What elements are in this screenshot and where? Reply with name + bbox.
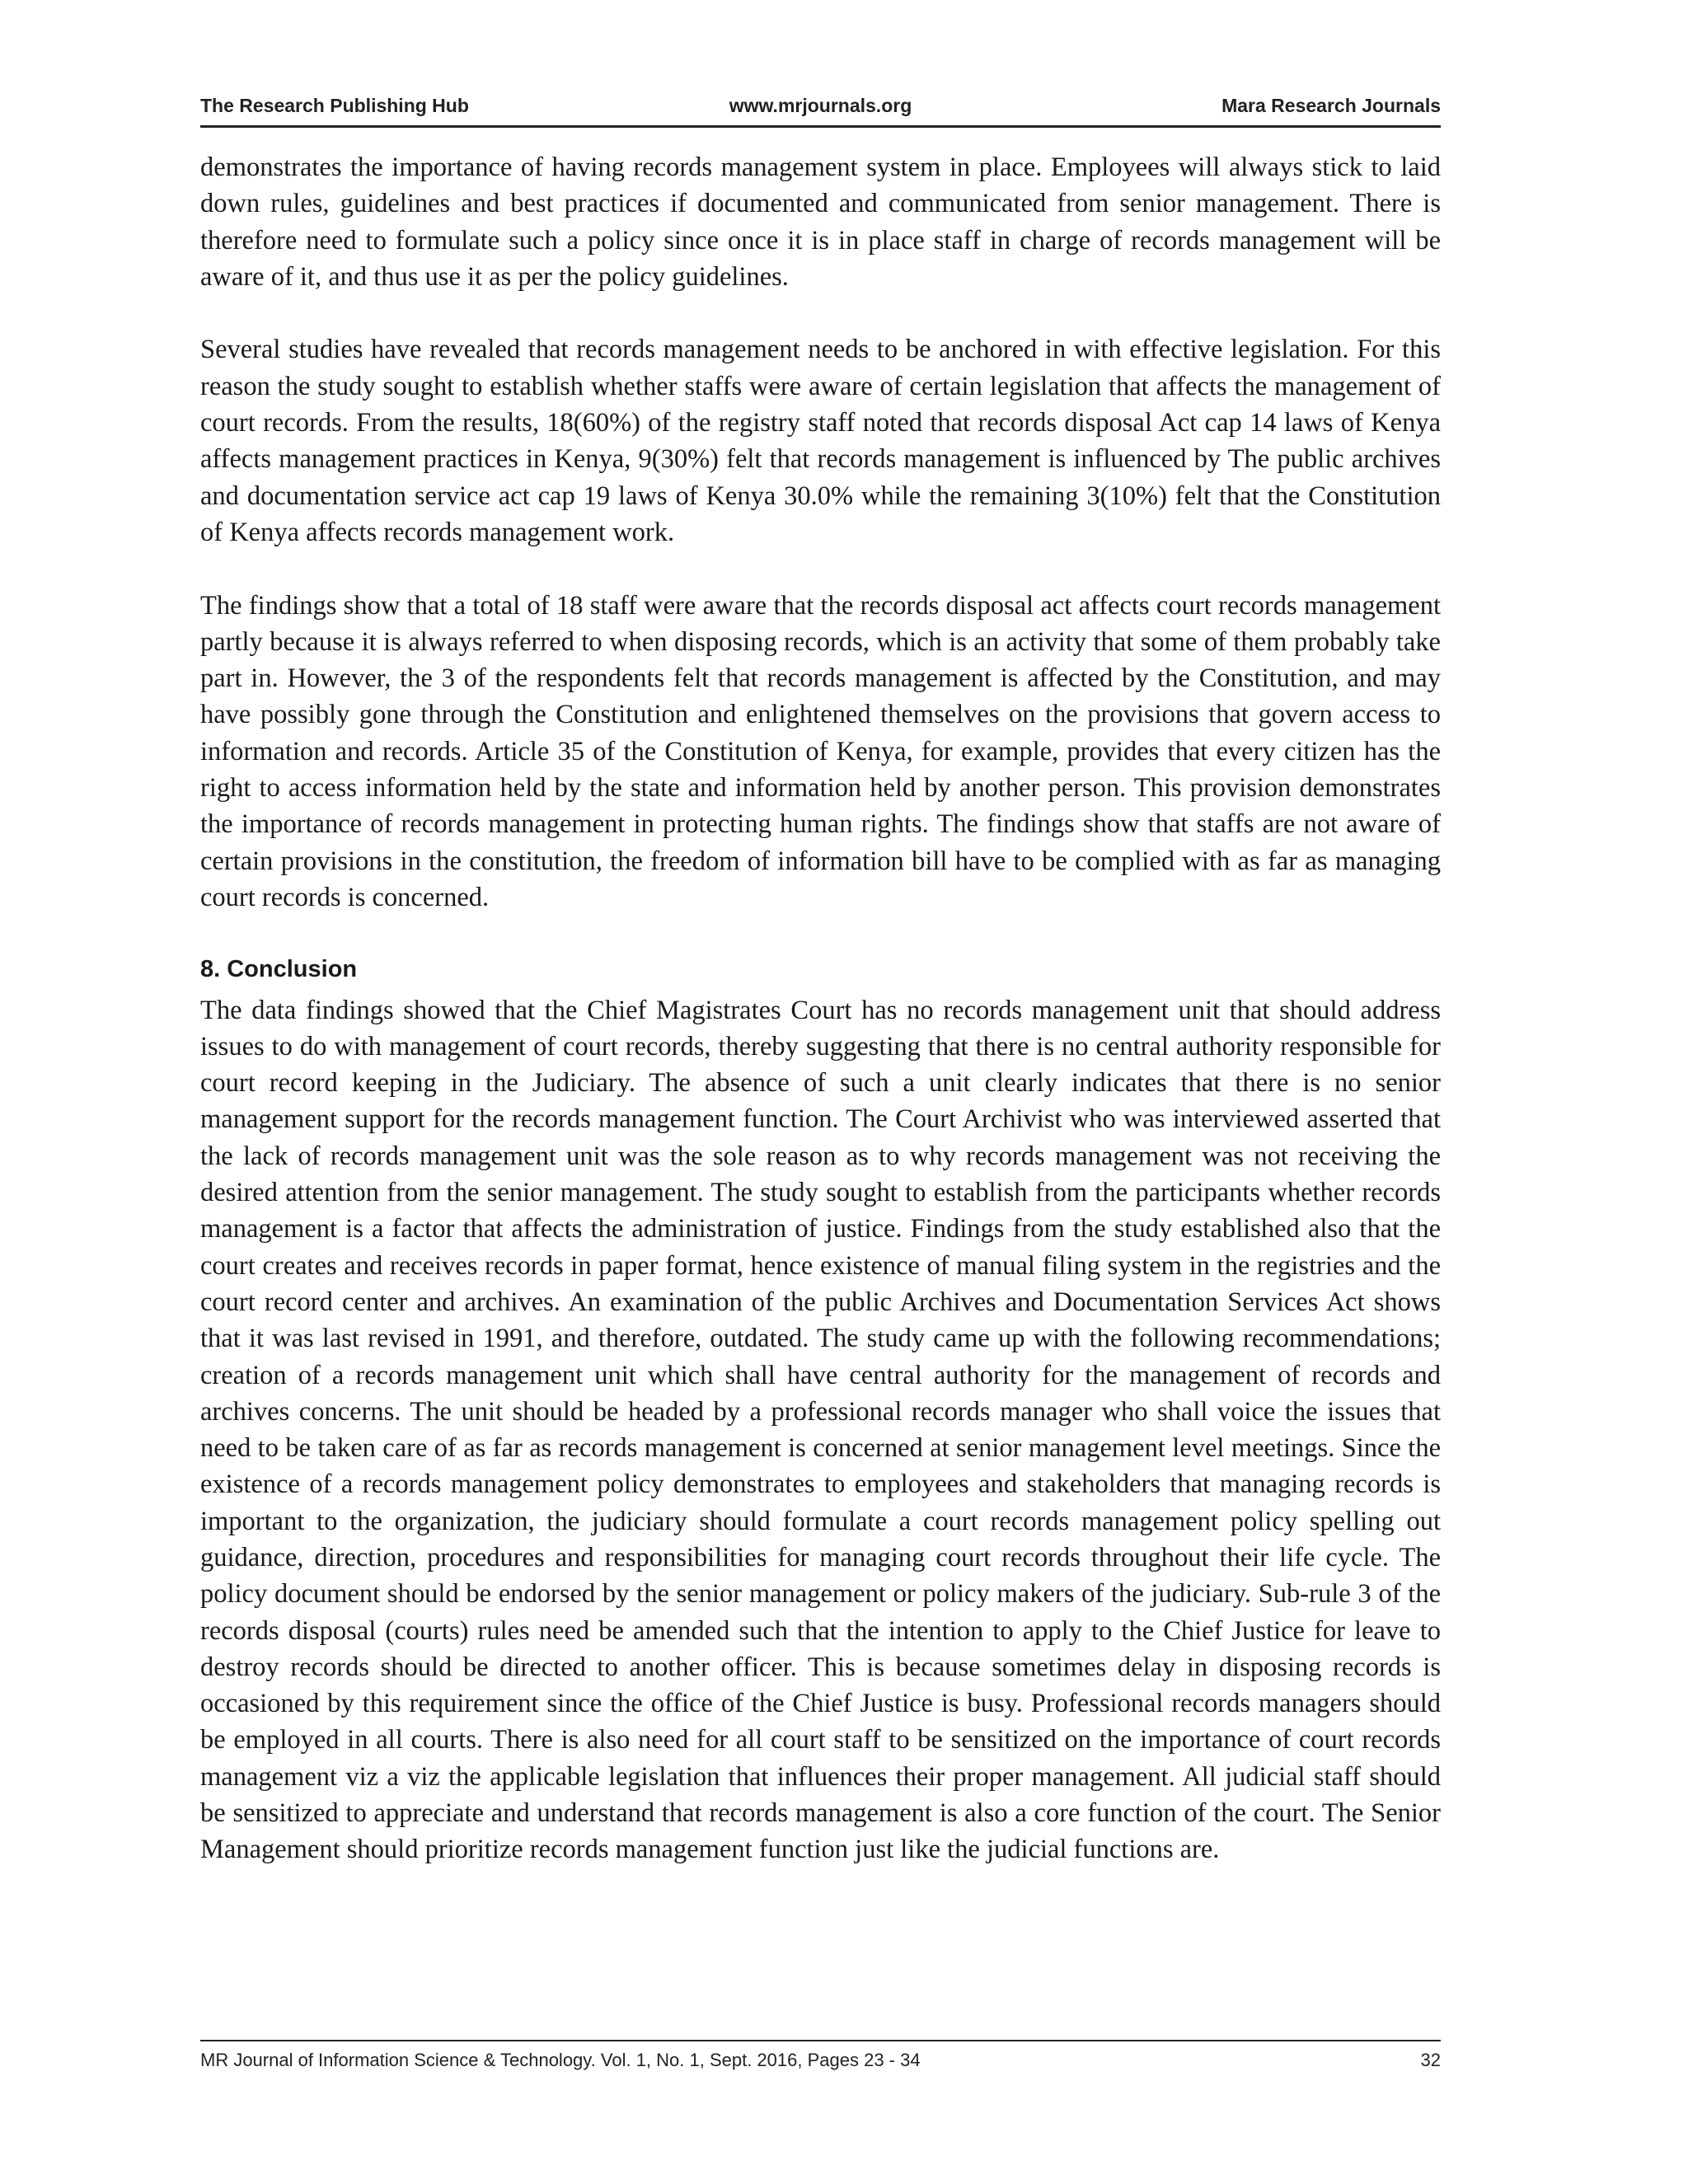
journal-website: www.mrjournals.org — [729, 95, 912, 116]
publisher-name: The Research Publishing Hub — [200, 95, 469, 116]
conclusion-heading: 8. Conclusion — [200, 955, 358, 982]
footer-divider — [200, 2040, 1441, 2041]
header-divider — [200, 125, 1441, 128]
journal-citation: MR Journal of Information Science & Technology. Vol. 1, No. 1, Sept. 2016, Pages 23 - 34 — [200, 2050, 921, 2070]
journal-group-name: Mara Research Journals — [1221, 95, 1441, 116]
conclusion-paragraph: The data findings showed that the Chief Magistrates Court has no records management unit that should address issues to do with management of court records, thereby suggesting that there is no central authority responsible for court record keeping in the Judiciary. The absence of such a unit clearly indicates that there is no senior management support for the records management function. The Court Archivist who was interviewed asserted that the lack of records management unit was the sole reason as to why records management was not receiving the desired attention from the senior management. The study sought to establish from the participants whether records management is a factor that affects the administration of justice. Findings from the study established also that the court creates and receives records in paper format, hence existence of manual filing system in the registries and the court record center and archives. An examination of the public Archives and Documentation Services Act shows that it was last revised in 1991, and therefore, outdated. The study came up with the following recommendations; creation of a records management unit which shall have central authority for the management of records and archives concerns. The unit should be headed by a professional records manager who shall voice the issues that need to be taken care of as far as records management is concerned at senior management level meetings. Since the existence of a records management policy demonstrates to employees and stakeholders that managing records is important to the organization, the judiciary should formulate a court records management policy spelling out guidance, direction, procedures and responsibilities for managing court records throughout their life cycle. The policy document should be endorsed by the senior management or policy makers of the judiciary. Sub-rule 3 of the records disposal (courts) rules need be amended such that the intention to apply to the Chief Justice for leave to destroy records should be directed to another officer. This is because sometimes delay in disposing records is occasioned by this requirement since the office of the Chief Justice is busy. Professional records managers should be employed in all courts. There is also need for all court staff to be sensitized on the importance of court records management viz a viz the applicable legislation that influences their proper management. All judicial staff should be sensitized to appreciate and understand that records management is also a core function of the court. The Senior Management should prioritize records management function just like the judicial functions are. — [200, 995, 1441, 1865]
body-paragraph-1: demonstrates the importance of having records management system in place. Employees will always stick to laid down rules, guidelines and best practices if documented and communicated from senior management. There is therefore need to formulate such a policy since once it is in place staff in charge of records management will be aware of it, and thus use it as per the policy guidelines. — [200, 152, 1441, 292]
running-footer — [200, 2044, 1441, 2077]
running-header — [200, 89, 1441, 122]
article-body — [200, 149, 1441, 1868]
page-number: 32 — [1420, 2050, 1441, 2070]
body-paragraph-2: Several studies have revealed that records management needs to be anchored in with effective legislation. For this reason the study sought to establish whether staffs were aware of certain legislation that affects the management of court records. From the results, 18(60%) of the registry staff noted that records disposal Act cap 14 laws of Kenya affects management practices in Kenya, 9(30%) felt that records management is influenced by The public archives and documentation service act cap 19 laws of Kenya 30.0% while the remaining 3(10%) felt that the Constitution of Kenya affects records management work. — [200, 335, 1441, 547]
body-paragraph-3: The findings show that a total of 18 staff were aware that the records disposal act affects court records management partly because it is always referred to when disposing records, which is an activity that some of them probably take part in. However, the 3 of the respondents felt that records management is affected by the Constitution, and may have possibly gone through the Constitution and enlightened themselves on the provisions that govern access to information and records. Article 35 of the Constitution of Kenya, for example, provides that every citizen has the right to access information held by the state and information held by another person. This provision demonstrates the importance of records management in protecting human rights. The findings show that staffs are not aware of certain provisions in the constitution, the freedom of information bill have to be complied with as far as managing court records is concerned. — [200, 590, 1441, 912]
